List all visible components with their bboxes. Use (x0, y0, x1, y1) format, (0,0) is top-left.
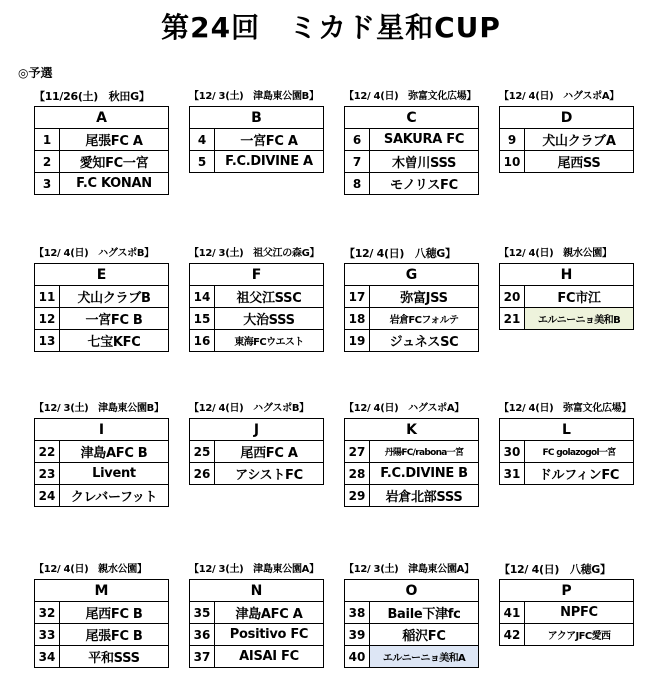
group-venue-header: 【12/ 4(日) 弥富文化広場】 (344, 91, 477, 102)
team-name: 尾張FC A (60, 129, 169, 151)
team-row (345, 286, 479, 308)
team-row (500, 624, 634, 646)
group-letter: L (500, 419, 634, 441)
team-number: 15 (190, 308, 215, 330)
team-name: 大治SSS (215, 308, 324, 330)
team-number: 20 (500, 286, 525, 308)
team-name: 丹陽FC/rabona一宮 (370, 441, 479, 463)
team-row (35, 129, 169, 151)
team-name: 尾張FC B (60, 624, 169, 646)
group-letter: J (190, 419, 324, 441)
team-name: 祖父江SSC (215, 286, 324, 308)
group-letter: M (35, 580, 169, 602)
team-name: 七宝KFC (60, 330, 169, 352)
group-b (189, 90, 324, 173)
team-name: 岩倉FCフォルテ (370, 308, 479, 330)
team-name: Baile下津fc (370, 602, 479, 624)
team-number: 11 (35, 286, 60, 308)
team-name: F.C KONAN (60, 173, 169, 195)
team-row (500, 129, 634, 151)
group-table (34, 263, 169, 352)
group-venue-header: 【12/ 3(土) 津島東公園B】 (189, 91, 319, 102)
group-letter: K (345, 419, 479, 441)
team-name: アシストFC (215, 463, 324, 485)
team-number: 34 (35, 646, 60, 668)
group-letter: H (500, 264, 634, 286)
team-row (345, 330, 479, 352)
team-row (345, 173, 479, 195)
team-row (190, 602, 324, 624)
team-number: 8 (345, 173, 370, 195)
team-name: FC市江 (525, 286, 634, 308)
team-row (35, 173, 169, 195)
team-name: 岩倉北部SSS (370, 485, 479, 507)
group-table (499, 263, 634, 330)
group-letter: N (190, 580, 324, 602)
team-number: 38 (345, 602, 370, 624)
team-number: 39 (345, 624, 370, 646)
team-number: 26 (190, 463, 215, 485)
team-name: 尾西FC A (215, 441, 324, 463)
team-row (500, 441, 634, 463)
team-number: 23 (35, 463, 60, 485)
group-table (34, 106, 169, 195)
group-letter: G (345, 264, 479, 286)
team-row (190, 646, 324, 668)
group-venue-header: 【12/ 4(日) ハグスポB】 (189, 403, 309, 414)
team-name: Livent (60, 463, 169, 485)
team-number: 36 (190, 624, 215, 646)
team-row (35, 485, 169, 507)
group-table (344, 418, 479, 507)
team-row (190, 129, 324, 151)
team-number: 9 (500, 129, 525, 151)
team-name: 津島AFC B (60, 441, 169, 463)
team-number: 32 (35, 602, 60, 624)
team-row (500, 286, 634, 308)
group-c (344, 90, 479, 195)
team-number: 3 (35, 173, 60, 195)
team-row (190, 330, 324, 352)
team-row (35, 463, 169, 485)
group-j (189, 402, 324, 485)
group-venue-header: 【12/ 4(日) 八穂G】 (499, 563, 611, 576)
group-letter: F (190, 264, 324, 286)
team-number: 24 (35, 485, 60, 507)
team-number: 37 (190, 646, 215, 668)
team-number: 10 (500, 151, 525, 173)
team-row (35, 308, 169, 330)
team-number: 33 (35, 624, 60, 646)
team-name: 一宮FC A (215, 129, 324, 151)
team-name: 津島AFC A (215, 602, 324, 624)
group-table (499, 106, 634, 173)
team-row (35, 646, 169, 668)
team-row (35, 286, 169, 308)
team-row (190, 463, 324, 485)
team-number: 7 (345, 151, 370, 173)
team-row (190, 624, 324, 646)
team-number: 19 (345, 330, 370, 352)
team-number: 42 (500, 624, 525, 646)
team-name: 愛知FC一宮 (60, 151, 169, 173)
group-h (499, 247, 634, 330)
team-name: 犬山クラブA (525, 129, 634, 151)
group-p (499, 563, 634, 646)
team-row (345, 624, 479, 646)
group-venue-header: 【12/ 4(日) 八穂G】 (344, 247, 456, 260)
group-table (344, 263, 479, 352)
group-table (34, 579, 169, 668)
page-title: 第24回 ミカド星和CUP (161, 11, 501, 44)
group-venue-header: 【12/ 3(土) 津島東公園B】 (34, 403, 164, 414)
team-number: 5 (190, 151, 215, 173)
team-number: 22 (35, 441, 60, 463)
group-n (189, 563, 324, 668)
group-venue-header: 【12/ 4(日) ハグスポB】 (34, 248, 154, 259)
team-number: 18 (345, 308, 370, 330)
team-row (190, 441, 324, 463)
team-name: 弥富JSS (370, 286, 479, 308)
group-table (189, 418, 324, 485)
group-o (344, 563, 479, 668)
group-table (499, 579, 634, 646)
team-number: 13 (35, 330, 60, 352)
team-row (190, 308, 324, 330)
group-letter: B (190, 107, 324, 129)
team-number: 27 (345, 441, 370, 463)
team-row (345, 485, 479, 507)
team-name: NPFC (525, 602, 634, 624)
team-name: エルニーニョ美和B (525, 308, 634, 330)
team-number: 35 (190, 602, 215, 624)
group-letter: P (500, 580, 634, 602)
team-row (190, 286, 324, 308)
team-row (345, 602, 479, 624)
group-table (189, 263, 324, 352)
group-venue-header: 【12/ 4(日) ハグスポA】 (499, 91, 619, 102)
group-e (34, 247, 169, 352)
team-number: 14 (190, 286, 215, 308)
team-row (500, 151, 634, 173)
team-number: 30 (500, 441, 525, 463)
group-table (189, 579, 324, 668)
group-l (499, 402, 634, 485)
team-name: AISAI FC (215, 646, 324, 668)
section-label: ◎予選 (18, 66, 53, 80)
team-row (35, 151, 169, 173)
team-row (345, 308, 479, 330)
team-number: 31 (500, 463, 525, 485)
group-table (344, 106, 479, 195)
group-m (34, 563, 169, 668)
group-letter: D (500, 107, 634, 129)
team-name: モノリスFC (370, 173, 479, 195)
group-letter: O (345, 580, 479, 602)
team-row (35, 624, 169, 646)
group-d (499, 90, 634, 173)
group-venue-header: 【12/ 4(日) ハグスポA】 (344, 403, 464, 414)
team-number: 41 (500, 602, 525, 624)
team-name: 東海FCウエスト (215, 330, 324, 352)
group-f (189, 247, 324, 352)
group-venue-header: 【12/ 3(土) 祖父江の森G】 (189, 248, 320, 259)
group-venue-header: 【12/ 3(土) 津島東公園A】 (189, 564, 319, 575)
team-name: クレバーフット (60, 485, 169, 507)
group-table (189, 106, 324, 173)
team-row (345, 646, 479, 668)
group-letter: A (35, 107, 169, 129)
group-g (344, 247, 479, 352)
group-table (499, 418, 634, 485)
group-venue-header: 【12/ 4(日) 弥富文化広場】 (499, 403, 632, 414)
team-row (345, 441, 479, 463)
team-row (500, 308, 634, 330)
team-number: 25 (190, 441, 215, 463)
team-name: F.C.DIVINE A (215, 151, 324, 173)
group-letter: C (345, 107, 479, 129)
team-name: 尾西SS (525, 151, 634, 173)
team-name: 木曽川SSS (370, 151, 479, 173)
team-name: エルニーニョ美和A (370, 646, 479, 668)
team-row (35, 602, 169, 624)
team-row (345, 129, 479, 151)
group-letter: I (35, 419, 169, 441)
team-name: F.C.DIVINE B (370, 463, 479, 485)
team-row (35, 330, 169, 352)
team-name: FC golazogol一宮 (525, 441, 634, 463)
team-row (500, 602, 634, 624)
group-letter: E (35, 264, 169, 286)
team-number: 16 (190, 330, 215, 352)
team-name: ドルフィンFC (525, 463, 634, 485)
group-venue-header: 【12/ 4(日) 親水公園】 (34, 564, 147, 575)
group-table (34, 418, 169, 507)
team-row (345, 463, 479, 485)
team-name: ジュネスSC (370, 330, 479, 352)
team-number: 2 (35, 151, 60, 173)
team-name: 平和SSS (60, 646, 169, 668)
group-k (344, 402, 479, 507)
team-row (500, 463, 634, 485)
team-name: SAKURA FC (370, 129, 479, 151)
team-name: アクアJFC愛西 (525, 624, 634, 646)
group-i (34, 402, 169, 507)
team-name: 一宮FC B (60, 308, 169, 330)
team-number: 40 (345, 646, 370, 668)
team-row (345, 151, 479, 173)
team-number: 17 (345, 286, 370, 308)
group-venue-header: 【12/ 4(日) 親水公園】 (499, 248, 612, 259)
team-number: 1 (35, 129, 60, 151)
group-venue-header: 【12/ 3(土) 津島東公園A】 (344, 564, 474, 575)
team-number: 4 (190, 129, 215, 151)
team-number: 29 (345, 485, 370, 507)
group-table (344, 579, 479, 668)
team-name: Positivo FC (215, 624, 324, 646)
team-row (190, 151, 324, 173)
team-name: 犬山クラブB (60, 286, 169, 308)
team-row (35, 441, 169, 463)
team-number: 28 (345, 463, 370, 485)
team-name: 尾西FC B (60, 602, 169, 624)
group-venue-header: 【11/26(土) 秋田G】 (34, 90, 150, 103)
team-name: 稲沢FC (370, 624, 479, 646)
team-number: 12 (35, 308, 60, 330)
team-number: 6 (345, 129, 370, 151)
team-number: 21 (500, 308, 525, 330)
group-a (34, 90, 169, 195)
